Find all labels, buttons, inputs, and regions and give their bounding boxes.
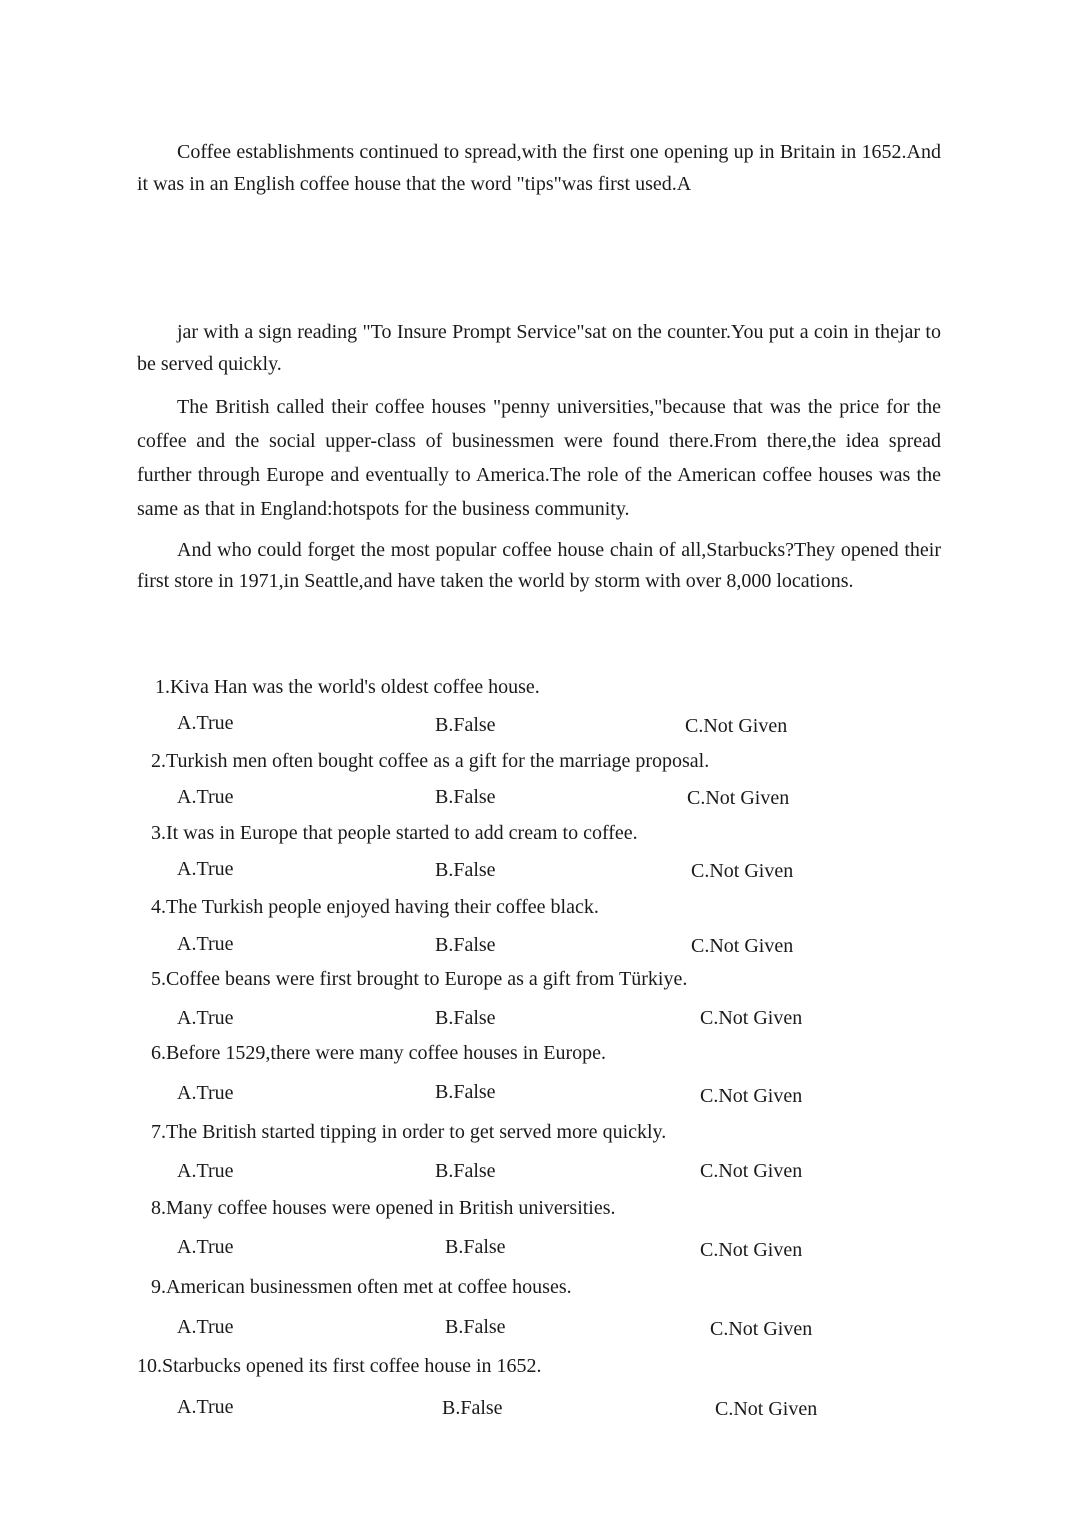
question-9-option-a[interactable]: A.True [177,1316,234,1338]
passage-paragraph-3: The British called their coffee houses "penny universities,"because that was the price for the coffee and the social upper-class of businessmen were found there.From there,the idea spread further through Europe and eventually to America.The role of the American coffee houses was the same as that in England:hotspots for the business community. [137,396,941,520]
question-4-option-b[interactable]: B.False [435,934,496,956]
passage-paragraph-1: Coffee establishments continued to spread,with the first one opening up in Britain in 1652.And it was in an English coffee house that the word "tips"was first used.A [137,141,941,195]
question-2-option-b[interactable]: B.False [435,786,496,808]
question-7-option-b[interactable]: B.False [435,1160,496,1182]
question-8-option-c[interactable]: C.Not Given [700,1239,803,1261]
question-6: 6.Before 1529,there were many coffee houses in Europe. [151,1042,607,1064]
question-4: 4.The Turkish people enjoyed having their coffee black. [151,896,599,918]
question-4-option-c[interactable]: C.Not Given [691,935,794,957]
question-3-option-b[interactable]: B.False [435,859,496,881]
question-8-option-a[interactable]: A.True [177,1236,234,1258]
question-5-option-b[interactable]: B.False [435,1007,496,1029]
question-3: 3.It was in Europe that people started to add cream to coffee. [151,822,638,844]
question-6-option-c[interactable]: C.Not Given [700,1085,803,1107]
question-5: 5.Coffee beans were first brought to Europe as a gift from Türkiye. [151,968,688,990]
question-1-option-c[interactable]: C.Not Given [685,715,788,737]
question-1-option-a[interactable]: A.True [177,712,234,734]
question-2-option-a[interactable]: A.True [177,786,234,808]
question-6-option-a[interactable]: A.True [177,1082,234,1104]
question-8-option-b[interactable]: B.False [445,1236,506,1258]
question-7-option-c[interactable]: C.Not Given [700,1160,803,1182]
question-9-option-c[interactable]: C.Not Given [710,1318,813,1340]
question-7-option-a[interactable]: A.True [177,1160,234,1182]
question-10-option-a[interactable]: A.True [177,1396,234,1418]
question-2-option-c[interactable]: C.Not Given [687,787,790,809]
question-5-option-c[interactable]: C.Not Given [700,1007,803,1029]
question-6-option-b[interactable]: B.False [435,1081,496,1103]
question-1: 1.Kiva Han was the world's oldest coffee house. [155,676,540,698]
question-5-option-a[interactable]: A.True [177,1007,234,1029]
question-3-option-c[interactable]: C.Not Given [691,860,794,882]
question-4-option-a[interactable]: A.True [177,933,234,955]
question-10-option-b[interactable]: B.False [442,1397,503,1419]
question-10-option-c[interactable]: C.Not Given [715,1398,818,1420]
passage-paragraph-2: jar with a sign reading "To Insure Prompt Service"sat on the counter.You put a coin in thejar to be served quickly. [137,321,941,375]
question-9-option-b[interactable]: B.False [445,1316,506,1338]
question-8: 8.Many coffee houses were opened in British universities. [151,1197,616,1219]
question-2: 2.Turkish men often bought coffee as a gift for the marriage proposal. [151,750,710,772]
question-7: 7.The British started tipping in order to get served more quickly. [151,1121,667,1143]
question-9: 9.American businessmen often met at coffee houses. [151,1276,572,1298]
question-3-option-a[interactable]: A.True [177,858,234,880]
passage-paragraph-4: And who could forget the most popular coffee house chain of all,Starbucks?They opened their first store in 1971,in Seattle,and have taken the world by storm with over 8,000 locations. [137,539,941,592]
question-10: 10.Starbucks opened its first coffee house in 1652. [137,1355,542,1377]
question-1-option-b[interactable]: B.False [435,714,496,736]
